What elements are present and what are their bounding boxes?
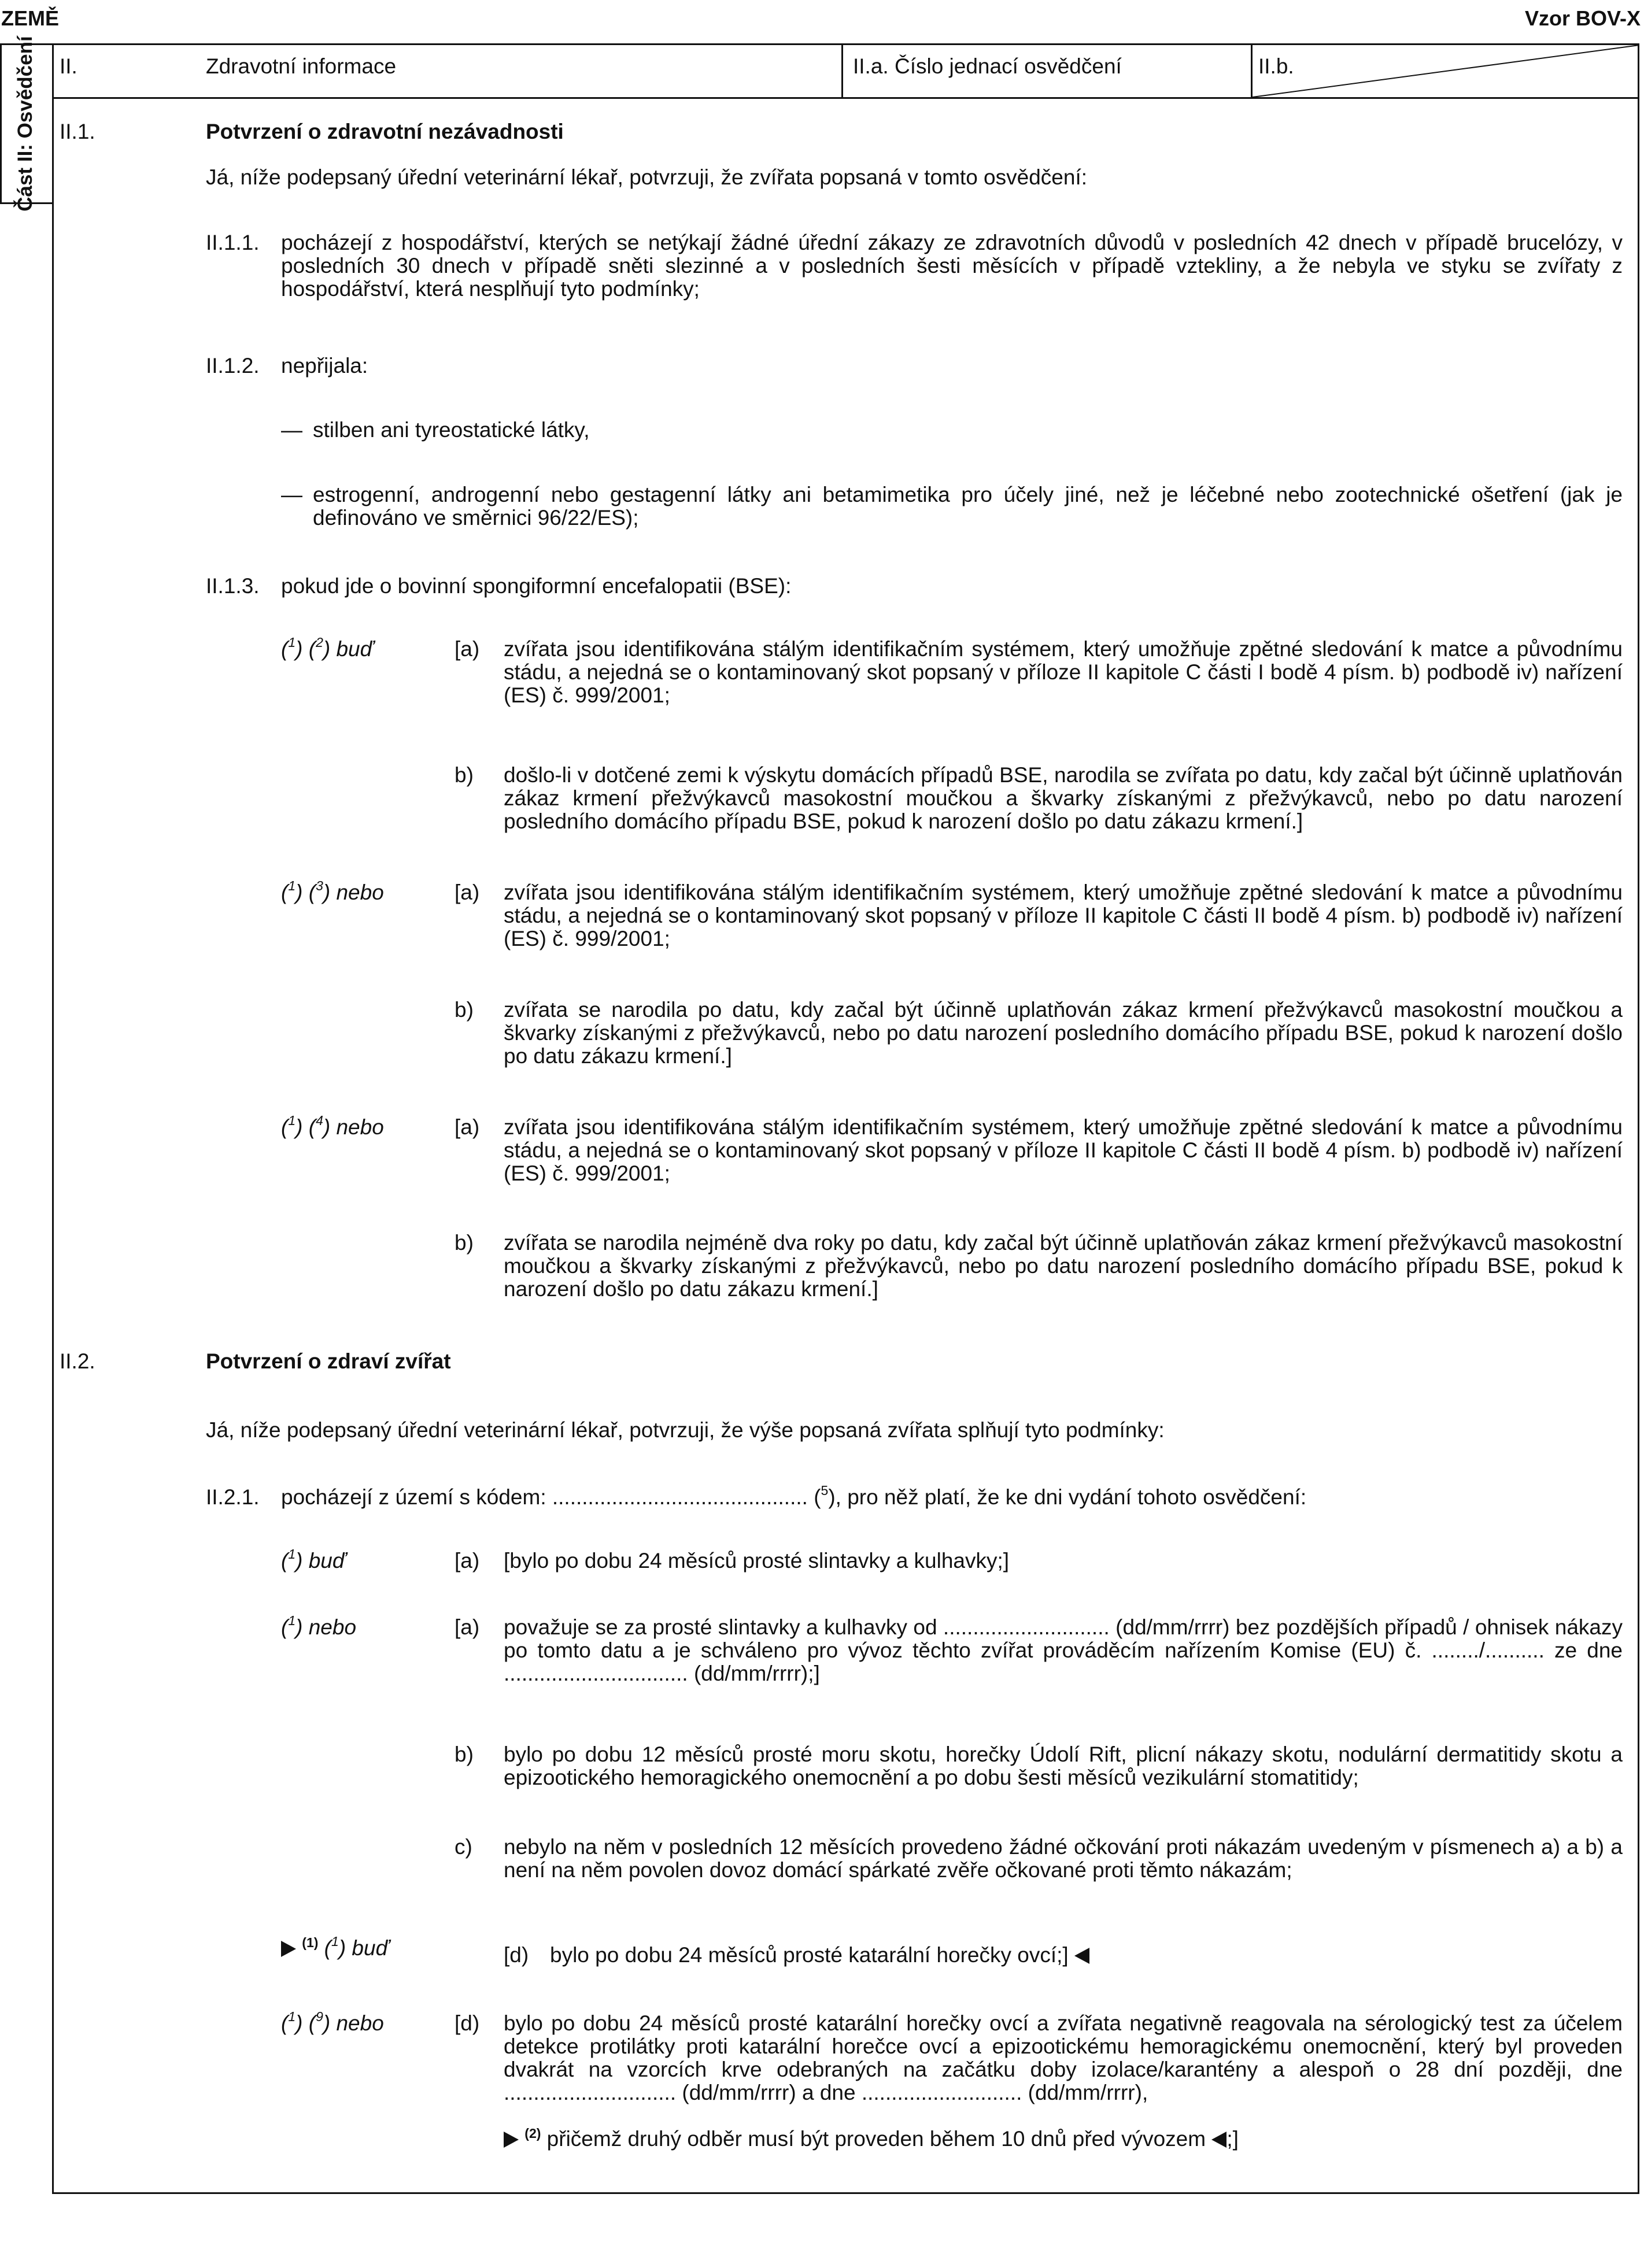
q2-label: ($^1$) nebo	[281, 1612, 357, 1639]
option-2-b-text: zvířata se narodila po datu, kdy začal být účinně uplatňován zákaz krmení přežvýkavců masokostní moučkou a škvarky získanými z přežvýkavců, nebo po datu narození posledního domácího případu BSE, pokud k narození došlo po datu zákazu krmení.]	[504, 998, 1623, 1068]
ii12-number: II.1.2.	[206, 354, 260, 378]
option-1-b-text: došlo-li v dotčené zemi k výskytu domácích případů BSE, narodila se zvířata po datu, kdy začal být účinně uplatňován zákaz krmení přežvýkavců masokostní moučkou a škvarky získanými z přežvýkavců, nebo po datu narození posledního domácího případu BSE, pokud k narození došlo po datu zákazu krmení.]	[504, 763, 1623, 833]
insert-end-marker-icon	[1211, 2132, 1226, 2148]
q2-text: považuje se za prosté slintavky a kulhavky od ............................ (dd/mm/rrrr) bez pozdějších případů / ohnisek nákazy po tomto datu a je schváleno pro vývoz těchto zvířat prováděcím nařízením Komise (EU) č. ......../.......... ze dne ............................... (dd/mm/rrrr);]	[504, 1615, 1623, 1685]
option-2-a-mark: [a)	[455, 880, 480, 904]
ii21-text: pocházejí z území s kódem: ........................................... ($^5$), pro něž platí, že ke dni vydání tohoto osvědčení:	[281, 1482, 1307, 1509]
header-divider-1	[841, 43, 843, 98]
q1-text: [bylo po dobu 24 měsíců prosté slintavky a kulhavky;]	[504, 1549, 1010, 1573]
option-3-label: ($^1$) ($^4$) nebo	[281, 1112, 384, 1139]
model-code: Vzor BOV-X	[1524, 6, 1641, 30]
ii13-text: pokud jde o bovinní spongiformní encefalopatii (BSE):	[281, 574, 792, 598]
country-label: ZEMĚ	[1, 6, 60, 30]
ii11-text: pocházejí z hospodářství, kterých se netýkají žádné úřední zákazy ze zdravotních důvodů v posledních 42 dnech v případě brucelózy, v posledních 30 dnech v případě sněti slezinné a v posledních šesti měsících v případě vztekliny, a že nebyla ve styku se zvířaty z hospodářství, která nesplňují tyto podmínky;	[281, 231, 1623, 301]
q2-mark: [a)	[455, 1615, 480, 1639]
q5-label: $^{(1)}$ ($^1$) buď	[281, 1937, 389, 1962]
option-2-b-mark: b)	[455, 998, 474, 1022]
q5-text: bylo po dobu 24 měsíců prosté katarální horečky ovcí;]	[550, 1944, 1089, 1967]
ii21-number: II.2.1.	[206, 1485, 260, 1509]
section-ii2-number: II.2.	[60, 1349, 95, 1373]
q6-mark: [d)	[455, 2011, 480, 2035]
option-1-a-mark: [a)	[455, 637, 480, 661]
option-3-a-mark: [a)	[455, 1115, 480, 1139]
option-1-b-mark: b)	[455, 763, 474, 787]
header-iib: II.b.	[1258, 54, 1294, 78]
section-ii2-intro: Já, níže podepsaný úřední veterinární lékař, potvrzuji, že výše popsaná zvířata splňují tyto podmínky:	[206, 1418, 1165, 1442]
dash-item-2: estrogenní, androgenní nebo gestagenní látky ani betamimetika pro účely jiné, než je léčebné nebo zootechnické ošetření (jak je definováno ve směrnici 96/22/ES);	[313, 483, 1623, 530]
dash-item-1: stilben ani tyreostatické látky,	[313, 418, 590, 442]
dash-bullet: —	[281, 483, 302, 506]
strike-line	[1253, 45, 1639, 97]
struck-field	[1253, 45, 1639, 97]
ii12-text: nepřijala:	[281, 354, 368, 378]
q1-label: ($^1$) buď	[281, 1546, 346, 1573]
q5-mark: [d)	[504, 1943, 529, 1967]
option-2-a-text: zvířata jsou identifikována stálým identifikačním systémem, který umožňuje zpětné sledování k matce a původnímu stádu, a nejedná se o kontaminovaný skot popsaný v příloze II kapitole C části II bodě 4 písm. b) podbodě iv) nařízení (ES) č. 999/2001;	[504, 880, 1623, 950]
ii11-number: II.1.1.	[206, 231, 260, 254]
dash-bullet: —	[281, 418, 302, 442]
q1-mark: [a)	[455, 1549, 480, 1573]
q3-text: bylo po dobu 12 měsíců prosté moru skotu, horečky Údolí Rift, plicní nákazy skotu, nodulární dermatitidy skotu a epizootického hemoragického onemocnění a po dobu šesti měsíců vezikulární stomatitidy;	[504, 1742, 1623, 1789]
q4-text: nebylo na něm v posledních 12 měsících provedeno žádné očkování proti nákazám uvedeným v písmenech a) a b) a není na něm povolen dovoz domácí spárkaté zvěře očkované proti těmto nákazám;	[504, 1835, 1623, 1882]
q3-mark: b)	[455, 1742, 474, 1766]
insert-start-marker-icon	[281, 1941, 296, 1957]
header-reference-number: II.a. Číslo jednací osvědčení	[853, 54, 1122, 78]
insert-start-marker-icon	[504, 2132, 519, 2148]
header-section-number: II.	[60, 54, 77, 78]
q6-label: ($^1$) ($^9$) nebo	[281, 2008, 384, 2035]
option-3-b-text: zvířata se narodila nejméně dva roky po datu, kdy začal být účinně uplatňován zákaz krmení přežvýkavců masokostní moučkou a škvarky získanými z přežvýkavců, nebo po datu narození posledního domácího případu BSE, pokud k narození došlo po datu zákazu krmení.]	[504, 1231, 1623, 1301]
section-ii1-number: II.1.	[60, 120, 95, 143]
option-3-a-text: zvířata jsou identifikována stálým identifikačním systémem, který umožňuje zpětné sledování k matce a původnímu stádu, a nejedná se o kontaminovaný skot popsaný v příloze II kapitole C části II bodě 4 písm. b) podbodě iv) nařízení (ES) č. 999/2001;	[504, 1115, 1623, 1185]
q6-text: bylo po dobu 24 měsíců prosté katarální horečky ovcí a zvířata negativně reagovala na sérologický test za účelem detekce protilátky proti katarální horečce ovcí a epizootickému hemoragickému onemocnění, který byl proveden dvakrát na vzorcích krve odebraných na začátku doby izolace/karantény a alespoň o 28 dní později, dne ............................. (dd/mm/rrrr) a dne ........................... (dd/mm/rrrr),	[504, 2011, 1623, 2104]
q4-mark: c)	[455, 1835, 472, 1859]
option-1-a-text: zvířata jsou identifikována stálým identifikačním systémem, který umožňuje zpětné sledování k matce a původnímu stádu, a nejedná se o kontaminovaný skot popsaný v příloze II kapitole C části I bodě 4 písm. b) podbodě iv) nařízení (ES) č. 999/2001;	[504, 637, 1623, 707]
header-health-info: Zdravotní informace	[206, 54, 397, 78]
option-2-label: ($^1$) ($^3$) nebo	[281, 878, 384, 904]
section-ii1-intro: Já, níže podepsaný úřední veterinární lékař, potvrzuji, že zvířata popsaná v tomto osvědčení:	[206, 165, 1088, 189]
q6-tail: $^{(2)}$ přičemž druhý odběr musí být proveden během 10 dnů před vývozem ;]	[504, 2128, 1239, 2153]
insert-end-marker-icon	[1074, 1948, 1089, 1964]
ii13-number: II.1.3.	[206, 574, 260, 598]
section-ii2-title: Potvrzení o zdraví zvířat	[206, 1349, 451, 1373]
option-3-b-mark: b)	[455, 1231, 474, 1255]
section-ii1-title: Potvrzení o zdravotní nezávadnosti	[206, 120, 564, 143]
option-1-label: ($^1$) ($^2$) buď	[281, 634, 374, 661]
side-label: Část II: Osvědčení	[14, 36, 36, 212]
header-row-line	[52, 97, 1639, 99]
